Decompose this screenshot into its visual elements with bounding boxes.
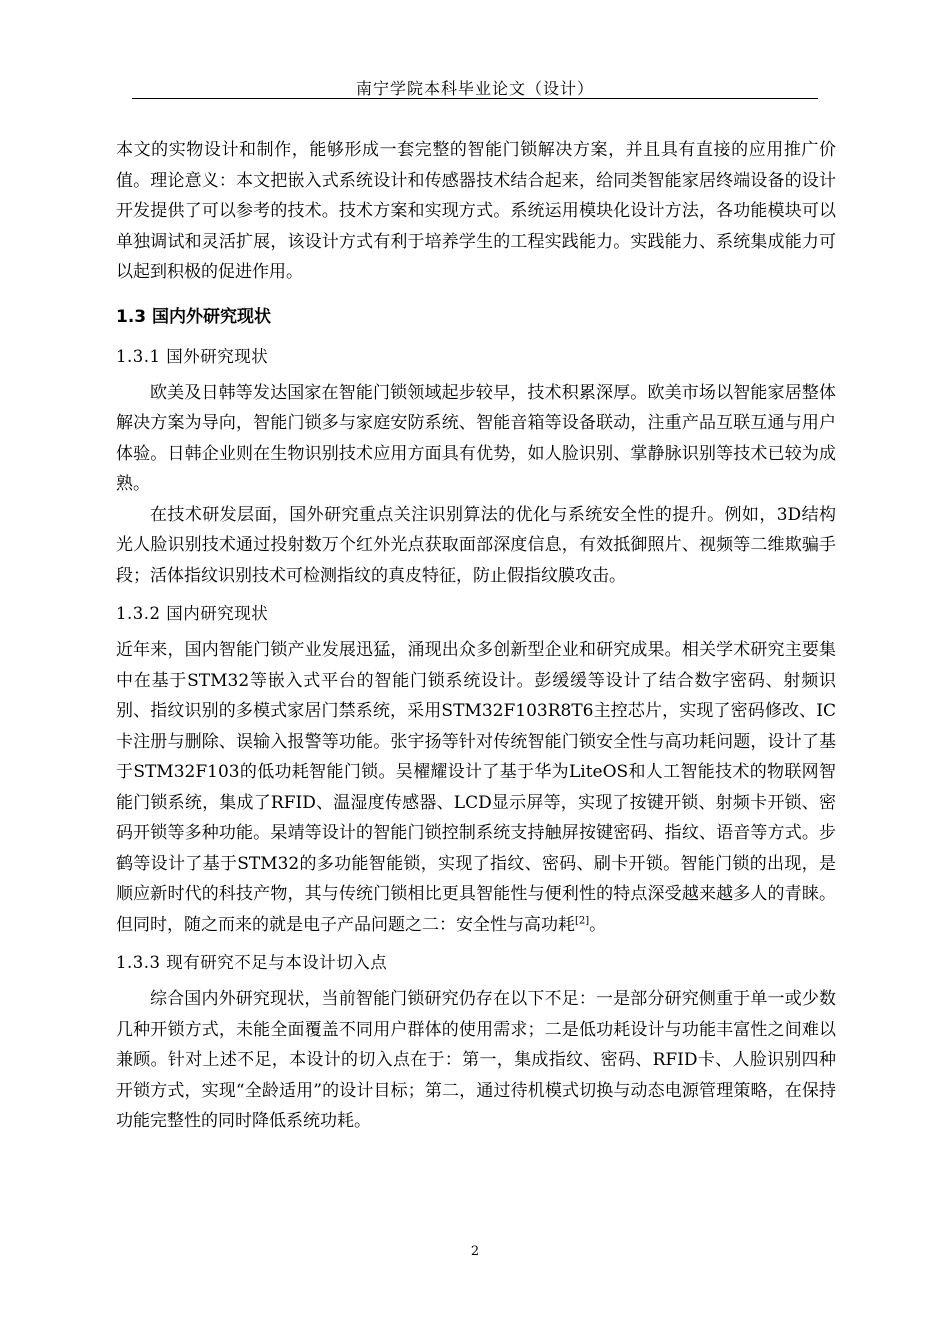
paragraph-intro: 本文的实物设计和制作，能够形成一套完整的智能门锁解决方案，并且具有直接的应用推广价值。理论意义：本文把嵌入式系统设计和传感器技术结合起来，给同类智能家居终端设备的设计开发提供了可以参考的技术。技术方案和实现方式。系统运用模块化设计方法，各功能模块可以单独调试和灵活扩展，该设计方式有利于培养学生的工程实践能力。实践能力、系统集成能力可以起到积极的促进作用。: [116, 140, 836, 282]
paragraph-gap: 综合国内外研究现状，当前智能门锁研究仍存在以下不足：一是部分研究侧重于单一或少数几种开锁方式，未能全面覆盖不同用户群体的使用需求；二是低功耗设计与功能丰富性之间难以兼顾。针对上述不足，本设计的切入点在于：第一，集成指纹、密码、RFID卡、人脸识别四种开锁方式，实现“全龄适用”的设计目标；第二，通过待机模式切换与动态电源管理策略，在保持功能完整性的同时降低系统功耗。: [116, 989, 836, 1131]
paragraph-domestic-text: 近年来，国内智能门锁产业发展迅猛，涌现出众多创新型企业和研究成果。相关学术研究主要集中在基于STM32等嵌入式平台的智能门锁系统设计。彭缓缓等设计了结合数字密码、射频识别、指纹识别的多模式家居门禁系统，采用STM32F103R8T6主控芯片，实现了密码修改、IC卡注册与删除、误输入报警等功能。张宇扬等针对传统智能门锁安全性与高功耗问题，设计了基于STM32F103的低功耗智能门锁。吴櫂耀设计了基于华为LiteOS和人工智能技术的物联网智能门锁系统，集成了RFID、温湿度传感器、LCD显示屏等，实现了按键开锁、射频卡开锁、密码开锁等多种功能。杲靖等设计的智能门锁控制系统支持触屏按键密码、指纹、语音等方式。步鹤等设计了基于STM32的多功能智能锁，实现了指纹、密码、刷卡开锁。智能门锁的出现，是顺应新时代的科技产物，其与传统门锁相比更具智能性与便利性的特点深受越来越多人的青睐。但同时，随之而来的就是电子产品问题之二：安全性与高功耗: [116, 640, 836, 935]
subsection-heading-1-3-3: 1.3.3 现有研究不足与本设计切入点: [116, 953, 388, 972]
page-body: [116, 135, 836, 1137]
paragraph-domestic-end: 。: [589, 914, 607, 935]
page-number: 2: [470, 1244, 480, 1259]
paragraph-foreign-2: 在技术研发层面，国外研究重点关注识别算法的优化与系统安全性的提升。例如，3D结构光人脸识别技术通过投射数万个红外光点获取面部深度信息，有效抵御照片、视频等二维欺骗手段；活体指纹识别技术可检测指纹的真皮特征，防止假指纹膜攻击。: [116, 504, 836, 586]
subsection-heading-1-3-2: 1.3.2 国内研究现状: [116, 604, 269, 623]
header-rule: [132, 98, 818, 99]
citation-marker: [2]: [575, 914, 590, 926]
running-header: 南宁学院本科毕业论文（设计）: [355, 79, 594, 98]
paragraph-domestic: [116, 635, 836, 940]
paragraph-foreign-1: 欧美及日韩等发达国家在智能门锁领域起步较早，技术积累深厚。欧美市场以智能家居整体解决方案为导向，智能门锁多与家庭安防系统、智能音箱等设备联动，注重产品互联互通与用户体验。日韩企业则在生物识别技术应用方面具有优势，如人脸识别、掌静脉识别等技术已较为成熟。: [116, 382, 836, 494]
section-heading-1-3: 1.3 国内外研究现状: [116, 306, 272, 327]
subsection-heading-1-3-1: 1.3.1 国外研究现状: [116, 346, 269, 366]
